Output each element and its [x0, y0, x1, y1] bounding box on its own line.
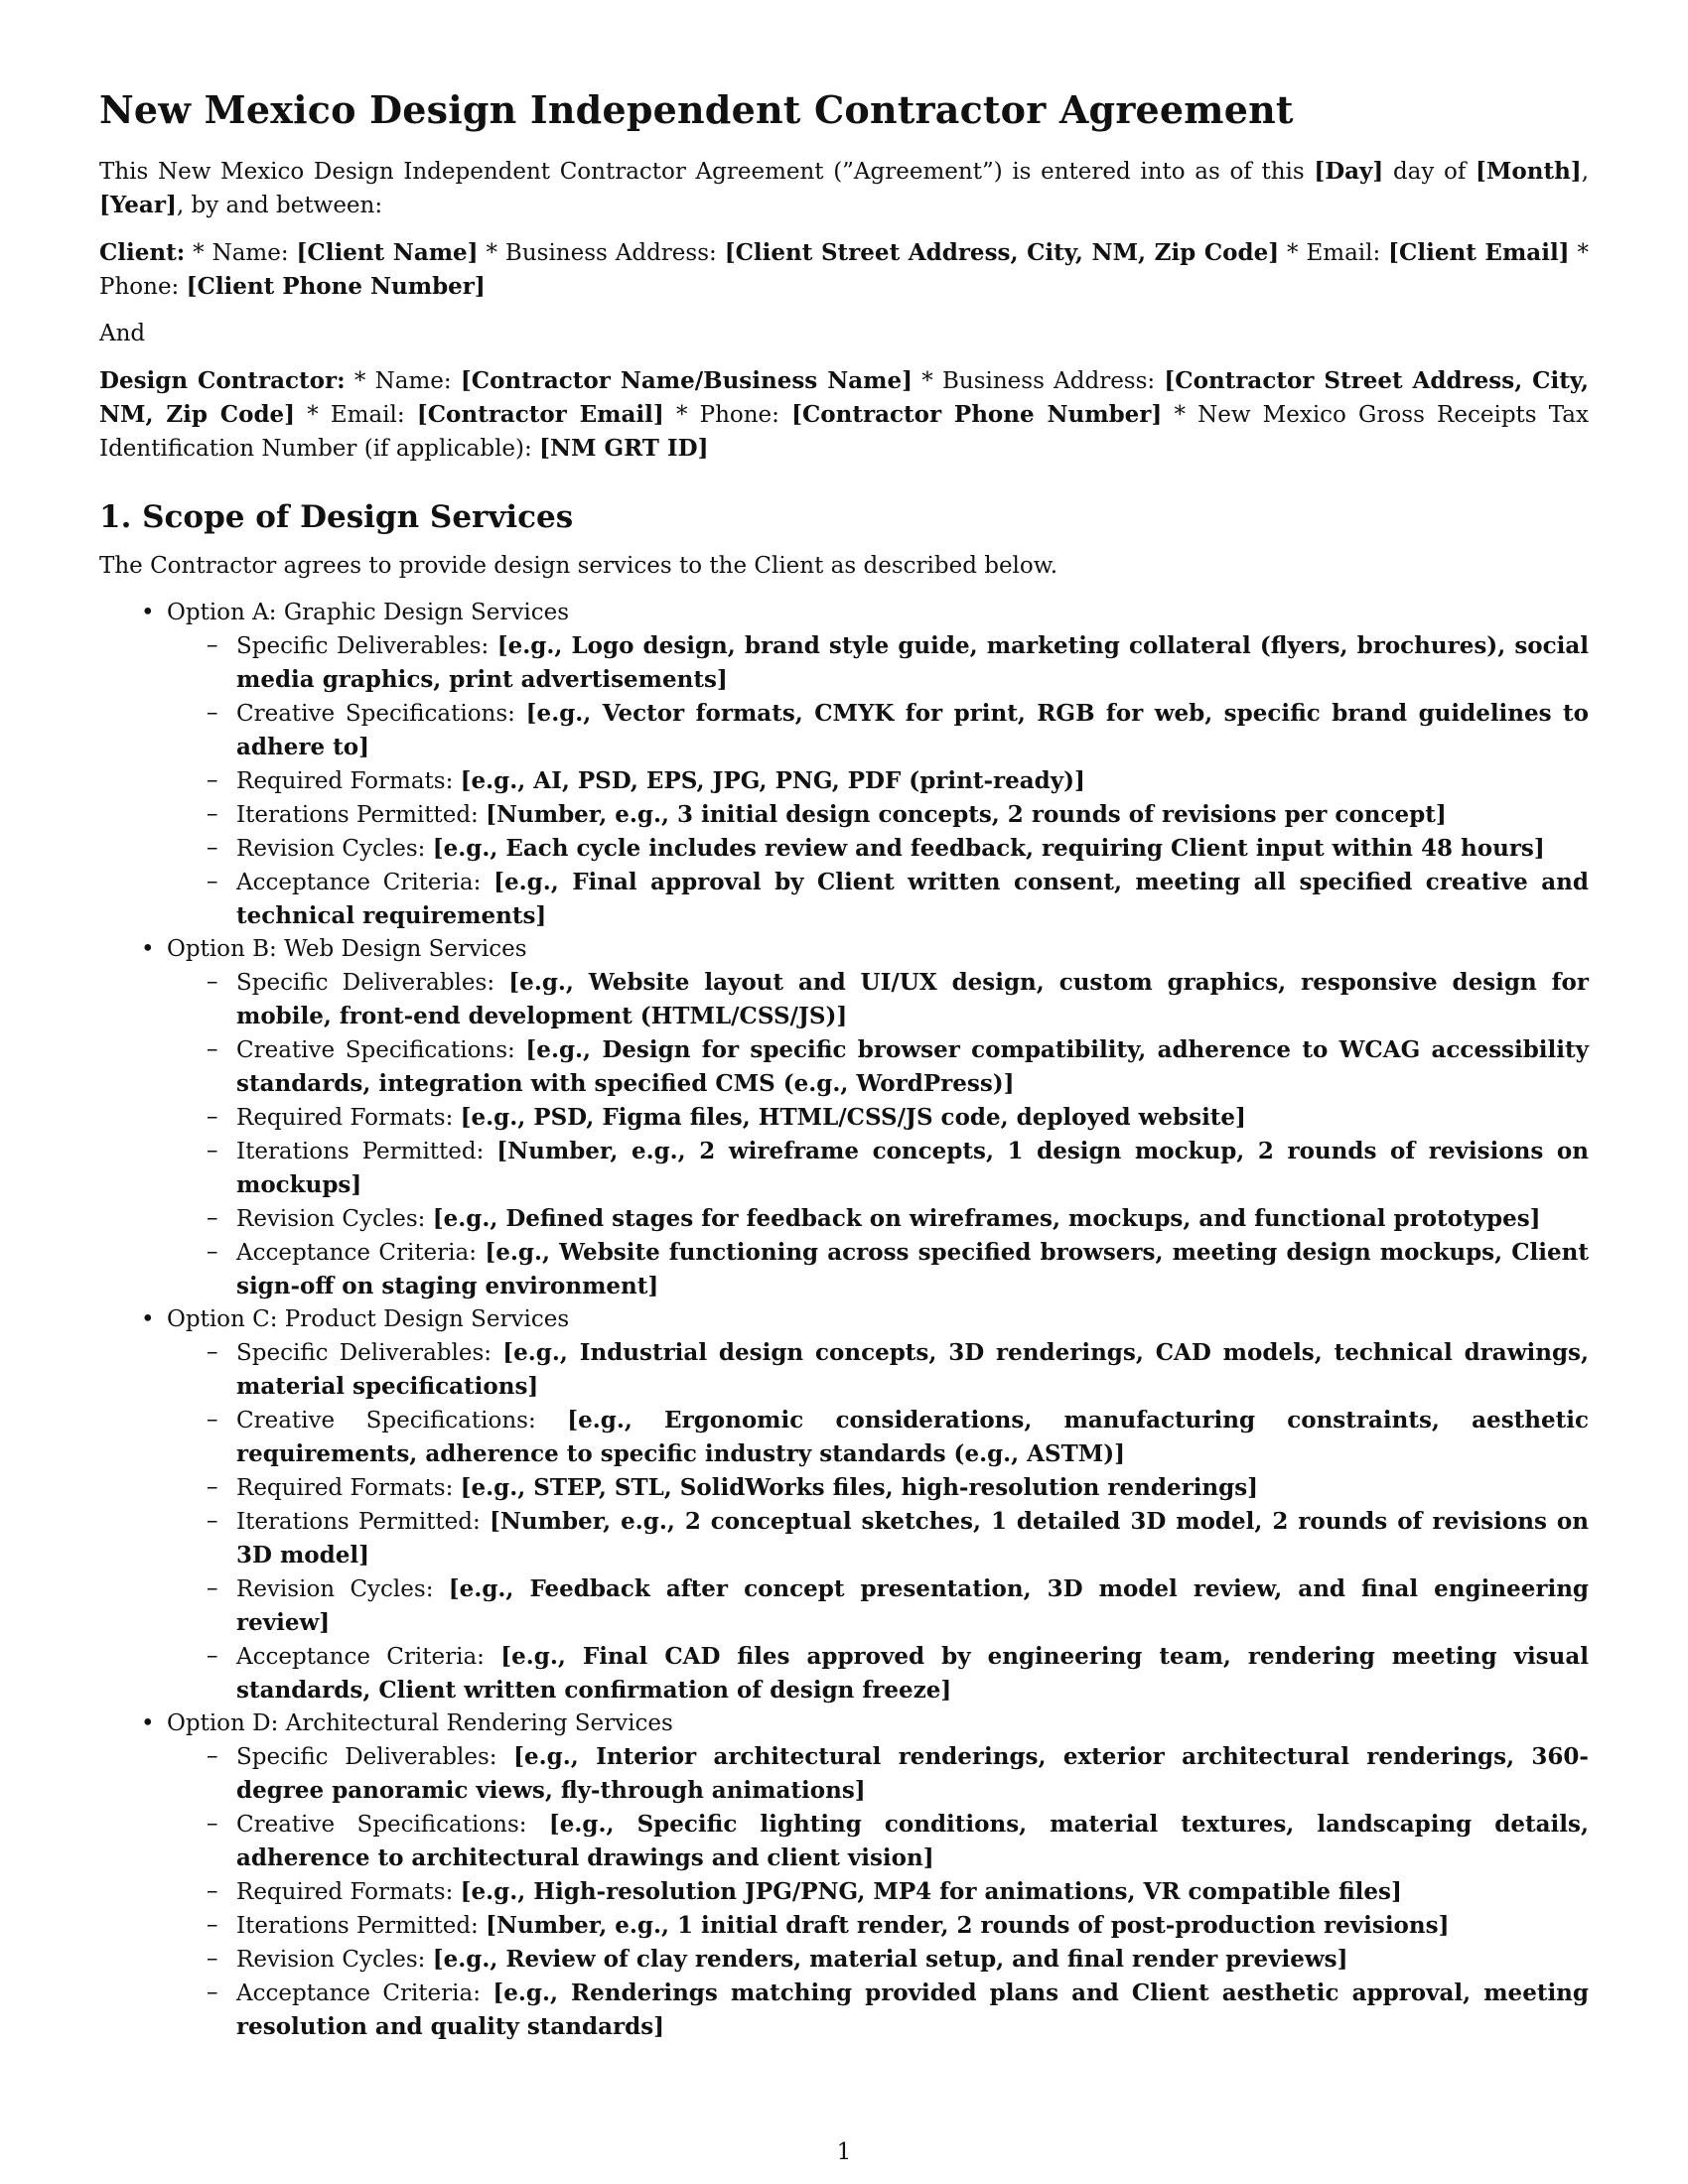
contractor-email-label: * Email: — [295, 401, 417, 428]
dash-bullet: – — [207, 1642, 218, 1669]
intro-text: , by and between: — [176, 192, 383, 218]
detail-label: Specific Deliverables: — [236, 969, 509, 996]
detail-label: Revision Cycles: — [236, 1205, 433, 1232]
detail-item — [207, 798, 1589, 832]
detail-value: [e.g., Vector formats, CMYK for print, RGB for web, specific brand guidelines to adhere to] — [236, 699, 1589, 760]
detail-value: [e.g., Final CAD files approved by engineering team, rendering meeting visual standards, Client written confirmation of design freeze] — [236, 1642, 1589, 1704]
detail-value: [Number, e.g., 3 initial design concepts, 2 rounds of revisions per concept] — [486, 800, 1447, 828]
detail-label: Creative Specifications: — [236, 1407, 568, 1433]
detail-item — [207, 1404, 1589, 1471]
detail-item — [207, 1875, 1589, 1909]
detail-label: Revision Cycles: — [236, 1575, 449, 1602]
contractor-tax-label: * New Mexico Gross Receipts Tax Identification Number (if applicable): — [99, 401, 1589, 462]
section-heading-scope: 1. Scope of Design Services — [99, 498, 574, 535]
detail-value: [e.g., Website layout and UI/UX design, custom graphics, responsive design for mobile, front-end development (HTML/CSS/JS)] — [236, 968, 1589, 1029]
and-text: And — [99, 320, 146, 346]
detail-label: Specific Deliverables: — [236, 1743, 514, 1770]
detail-item — [207, 1640, 1589, 1707]
detail-item — [207, 697, 1589, 764]
detail-label: Acceptance Criteria: — [236, 869, 494, 895]
detail-item — [207, 1977, 1589, 2044]
detail-item — [207, 1033, 1589, 1101]
detail-item — [207, 866, 1589, 933]
dash-bullet: – — [207, 766, 218, 793]
year-placeholder: [Year] — [99, 191, 177, 218]
detail-value: [e.g., High-resolution JPG/PNG, MP4 for animations, VR compatible files] — [460, 1877, 1402, 1905]
detail-label: Creative Specifications: — [236, 1811, 549, 1838]
detail-label: Required Formats: — [236, 767, 461, 794]
detail-value: [e.g., AI, PSD, EPS, JPG, PNG, PDF (print-ready)] — [460, 766, 1085, 794]
option-details — [167, 629, 1589, 933]
detail-label: Iterations Permitted: — [236, 1508, 491, 1535]
detail-label: Required Formats: — [236, 1104, 461, 1131]
option-details — [167, 1336, 1589, 1707]
detail-label: Specific Deliverables: — [236, 632, 497, 659]
detail-item — [207, 1236, 1589, 1303]
detail-item — [207, 1202, 1589, 1236]
dash-bullet: – — [207, 1204, 218, 1231]
detail-item — [207, 1471, 1589, 1505]
dash-bullet: – — [207, 1911, 218, 1938]
dash-bullet: – — [207, 968, 218, 995]
detail-value: [e.g., Ergonomic considerations, manufacturing constraints, aesthetic requirements, adherence to specific industry standards (e.g., ASTM)] — [236, 1406, 1589, 1467]
dash-bullet: – — [207, 800, 218, 827]
dash-bullet: – — [207, 1338, 218, 1365]
intro-text: , — [1581, 158, 1589, 185]
dash-bullet: – — [207, 1035, 218, 1062]
dash-bullet: – — [207, 1810, 218, 1837]
detail-item — [207, 1135, 1589, 1202]
detail-label: Iterations Permitted: — [236, 801, 487, 828]
dash-bullet: – — [207, 868, 218, 894]
option-title: Option A: Graphic Design Services — [167, 599, 570, 625]
dash-bullet: – — [207, 631, 218, 658]
dash-bullet: – — [207, 1473, 218, 1500]
option-title: Option C: Product Design Services — [167, 1305, 570, 1332]
detail-value: [e.g., PSD, Figma files, HTML/CSS/JS code, deployed website] — [460, 1103, 1246, 1131]
detail-item — [207, 1505, 1589, 1572]
day-placeholder: [Day] — [1314, 157, 1384, 185]
client-phone-label: * Phone: — [99, 239, 1589, 300]
dash-bullet: – — [207, 1507, 218, 1534]
detail-label: Acceptance Criteria: — [236, 1239, 486, 1266]
options-list — [99, 597, 1589, 2044]
detail-item — [207, 1909, 1589, 1943]
detail-label: Specific Deliverables: — [236, 1339, 503, 1366]
detail-value: [e.g., Feedback after concept presentation, 3D model review, and final engineering review] — [236, 1574, 1590, 1636]
detail-value: [e.g., Renderings matching provided plans and Client aesthetic approval, meeting resolution and quality standards] — [236, 1979, 1589, 2040]
option-item — [139, 933, 1589, 1303]
section-intro: The Contractor agrees to provide design services to the Client as described below. — [99, 552, 1058, 579]
detail-item — [207, 764, 1589, 798]
detail-label: Revision Cycles: — [236, 1946, 433, 1973]
client-label: Client: — [99, 238, 186, 266]
detail-label: Iterations Permitted: — [236, 1138, 497, 1164]
intro-text: This New Mexico Design Independent Contractor Agreement (”Agreement”) is entered into as of this — [99, 158, 1315, 185]
dash-bullet: – — [207, 1137, 218, 1163]
client-name-value: [Client Name] — [296, 238, 479, 266]
dash-bullet: – — [207, 1877, 218, 1904]
detail-label: Required Formats: — [236, 1474, 461, 1501]
option-title: Option B: Web Design Services — [167, 935, 527, 962]
detail-label: Revision Cycles: — [236, 835, 433, 862]
detail-value: [e.g., STEP, STL, SolidWorks files, high-resolution renderings] — [460, 1473, 1259, 1501]
client-address-label: * Business Address: — [478, 239, 725, 266]
option-item — [139, 1303, 1589, 1707]
detail-label: Creative Specifications: — [236, 1036, 526, 1063]
detail-label: Acceptance Criteria: — [236, 1979, 493, 2006]
client-phone-value: [Client Phone Number] — [186, 272, 486, 300]
contractor-label: Design Contractor: — [99, 366, 346, 394]
contractor-name-value: [Contractor Name/Business Name] — [460, 366, 913, 394]
detail-label: Iterations Permitted: — [236, 1912, 487, 1939]
dash-bullet: – — [207, 1742, 218, 1769]
dash-bullet: – — [207, 1238, 218, 1265]
detail-value: [e.g., Defined stages for feedback on wireframes, mockups, and functional prototypes] — [432, 1204, 1541, 1232]
client-email-value: [Client Email] — [1388, 238, 1570, 266]
contractor-phone-label: * Phone: — [663, 401, 792, 428]
detail-item — [207, 1943, 1589, 1977]
detail-item — [207, 1336, 1589, 1404]
detail-value: [e.g., Design for specific browser compatibility, adherence to WCAG accessibility standards, integration with specified CMS (e.g., WordPress)] — [236, 1035, 1589, 1097]
contractor-block — [99, 364, 1589, 466]
dash-bullet: – — [207, 1406, 218, 1433]
intro-text: day of — [1383, 158, 1477, 185]
dash-bullet: – — [207, 1103, 218, 1130]
detail-value: [Number, e.g., 2 wireframe concepts, 1 design mockup, 2 rounds of revisions on mockups] — [236, 1137, 1589, 1198]
detail-value: [e.g., Industrial design concepts, 3D renderings, CAD models, technical drawings, material specifications] — [236, 1338, 1589, 1400]
dash-bullet: – — [207, 1945, 218, 1972]
option-title: Option D: Architectural Rendering Services — [167, 1709, 673, 1736]
document-title: New Mexico Design Independent Contractor Agreement — [99, 87, 1294, 132]
document-page — [99, 87, 1589, 2132]
detail-value: [Number, e.g., 1 initial draft render, 2 rounds of post-production revisions] — [486, 1911, 1450, 1939]
detail-value: [e.g., Final approval by Client written consent, meeting all specified creative and technical requirements] — [236, 868, 1589, 929]
client-email-label: * Email: — [1279, 239, 1389, 266]
contractor-tax-value: [NM GRT ID] — [539, 434, 709, 462]
client-address-value: [Client Street Address, City, NM, Zip Code] — [724, 238, 1280, 266]
option-details — [167, 1740, 1589, 2044]
option-item — [139, 1707, 1589, 2044]
page-number: 1 — [836, 2139, 852, 2165]
detail-value: [e.g., Review of clay renders, material setup, and final render previews] — [432, 1945, 1348, 1973]
contractor-email-value: [Contractor Email] — [416, 400, 664, 428]
contractor-address-value: [Contractor Street Address, City, NM, Zip Code] — [99, 366, 1590, 428]
detail-item — [207, 629, 1589, 697]
detail-item — [207, 1572, 1589, 1640]
detail-value: [e.g., Each cycle includes review and feedback, requiring Client input within 48 hours] — [432, 834, 1545, 862]
dash-bullet: – — [207, 834, 218, 861]
detail-label: Required Formats: — [236, 1878, 461, 1905]
option-details — [167, 966, 1589, 1303]
contractor-address-label: * Business Address: — [912, 367, 1165, 394]
dash-bullet: – — [207, 1979, 218, 2005]
detail-label: Creative Specifications: — [236, 700, 526, 727]
detail-value: [Number, e.g., 2 conceptual sketches, 1 detailed 3D model, 2 rounds of revisions on 3D model] — [236, 1507, 1589, 1569]
detail-item — [207, 1808, 1589, 1875]
detail-item — [207, 966, 1589, 1033]
dash-bullet: – — [207, 1574, 218, 1601]
contractor-name-label: * Name: — [345, 367, 461, 394]
month-placeholder: [Month] — [1476, 157, 1582, 185]
detail-value: [e.g., Specific lighting conditions, material textures, landscaping details, adherence to architectural drawings and client vision] — [236, 1810, 1589, 1871]
detail-item — [207, 1740, 1589, 1808]
detail-item — [207, 1101, 1589, 1135]
intro-paragraph — [99, 155, 1589, 222]
detail-value: [e.g., Website functioning across specified browsers, meeting design mockups, Client sign-off on staging environment] — [236, 1238, 1589, 1299]
detail-label: Acceptance Criteria: — [236, 1643, 501, 1670]
detail-value: [e.g., Logo design, brand style guide, marketing collateral (flyers, brochures), social media graphics, print advertisements] — [236, 631, 1589, 693]
client-block — [99, 236, 1589, 304]
detail-item — [207, 832, 1589, 866]
detail-value: [e.g., Interior architectural renderings, exterior architectural renderings, 360-degree panoramic views, fly-through animations] — [236, 1742, 1589, 1804]
option-item — [139, 597, 1589, 933]
client-name-label: * Name: — [185, 239, 297, 266]
dash-bullet: – — [207, 699, 218, 726]
contractor-phone-value: [Contractor Phone Number] — [791, 400, 1163, 428]
